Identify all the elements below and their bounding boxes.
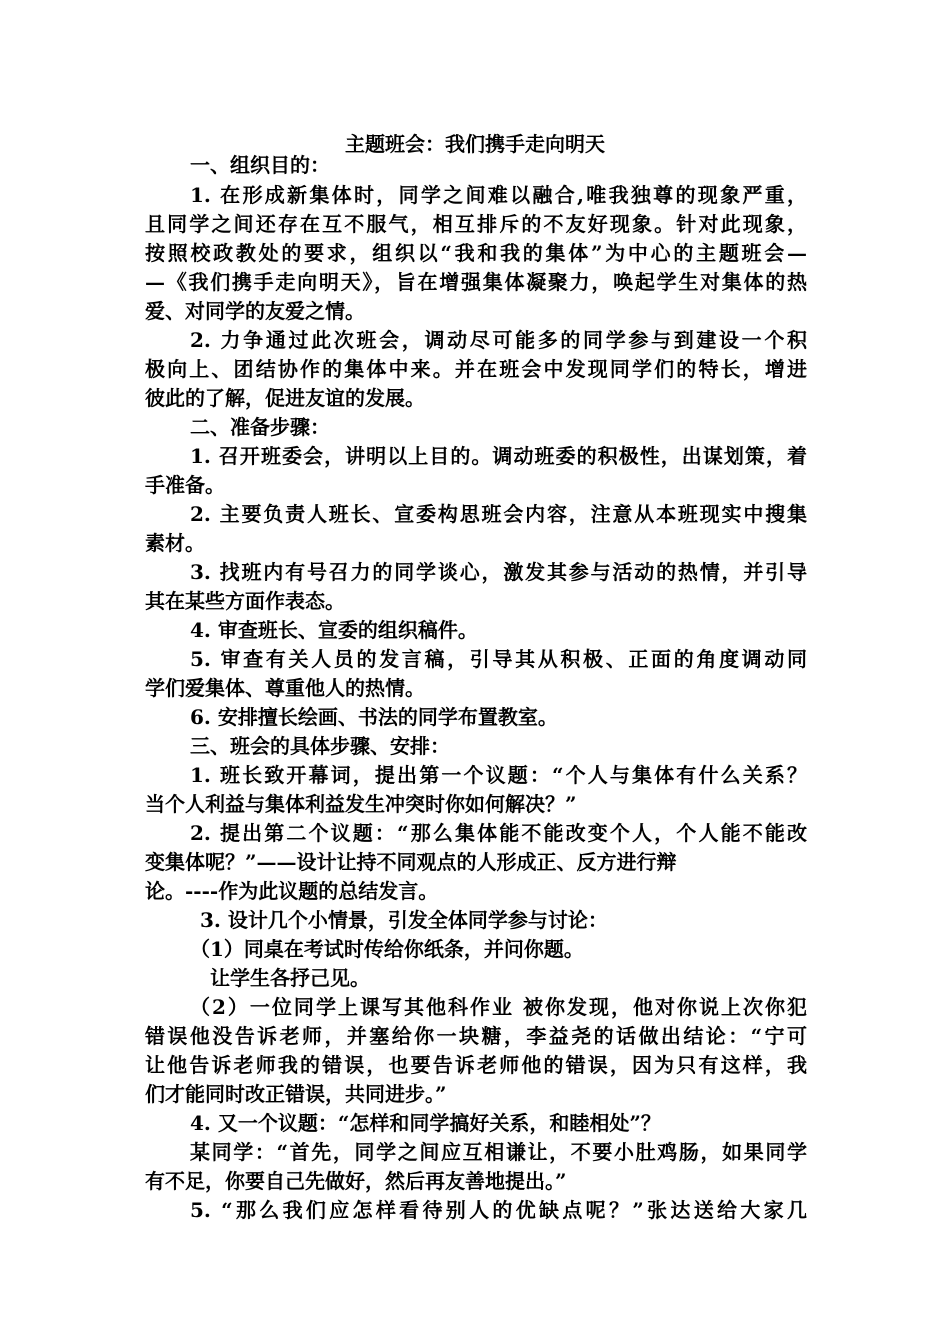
paragraph-line: 彼此的了解，促进友谊的发展。 <box>145 386 425 410</box>
paragraph-line: 5. 审查有关人员的发言稿，引导其从积极、正面的角度调动同 <box>190 647 807 671</box>
paragraph-line: 6. 安排擅长绘画、书法的同学布置教室。 <box>190 705 558 729</box>
paragraph-line: 1. 班长致开幕词，提出第一个议题：“个人与集体有什么关系？ <box>190 763 807 787</box>
paragraph-line: 1. 在形成新集体时，同学之间难以融合,唯我独尊的现象严重， <box>190 183 807 207</box>
paragraph-line: 让他告诉老师我的错误，也要告诉老师他的错误，因为只有这样，我 <box>145 1053 807 1077</box>
paragraph-line: 2. 主要负责人班长、宣委构思班会内容，注意从本班现实中搜集 <box>190 502 807 526</box>
paragraph-line: 论。----作为此议题的总结发言。 <box>145 879 439 903</box>
paragraph-line: 让学生各抒己见。 <box>210 966 370 990</box>
paragraph-line: 变集体呢？”——设计让持不同观点的人形成正、反方进行辩 <box>145 850 677 874</box>
paragraph-line: 有不足，你要自己先做好，然后再友善地提出。” <box>145 1169 567 1193</box>
paragraph-line: 学们爱集体、尊重他人的热情。 <box>145 676 425 700</box>
paragraph-line: （1）同桌在考试时传给你纸条，并问你题。 <box>190 937 584 961</box>
paragraph-line: 且同学之间还存在互不服气，相互排斥的不友好现象。针对此现象， <box>145 212 807 236</box>
paragraph-line: 们才能同时改正错误，共同进步。” <box>145 1082 447 1106</box>
section-heading-3: 三、班会的具体步骤、安排： <box>190 734 450 758</box>
section-heading-1: 一、组织目的： <box>190 153 330 177</box>
paragraph-line: 4. 又一个议题：“怎样和同学搞好关系，和睦相处”？ <box>190 1111 661 1135</box>
section-heading-2: 二、准备步骤： <box>190 415 330 439</box>
paragraph-line: 2. 提出第二个议题：“那么集体能不能改变个人，个人能不能改 <box>190 821 807 845</box>
paragraph-line: 2. 力争通过此次班会，调动尽可能多的同学参与到建设一个积 <box>190 328 807 352</box>
paragraph-line: 其在某些方面作表态。 <box>145 589 345 613</box>
paragraph-line: （2）一位同学上课写其他科作业 被你发现，他对你说上次你犯 <box>190 995 807 1019</box>
paragraph-line: 极向上、团结协作的集体中来。并在班会中发现同学们的特长，增进 <box>145 357 807 381</box>
paragraph-line: 3. 找班内有号召力的同学谈心，激发其参与活动的热情，并引导 <box>190 560 807 584</box>
paragraph-line: 3. 设计几个小情景，引发全体同学参与讨论： <box>200 908 608 932</box>
paragraph-line: 某同学：“首先，同学之间应互相谦让，不要小肚鸡肠，如果同学 <box>190 1140 807 1164</box>
paragraph-line: 错误他没告诉老师，并塞给你一块糖，李益尧的话做出结论：“宁可 <box>145 1024 807 1048</box>
paragraph-line: 1. 召开班委会，讲明以上目的。调动班委的积极性，出谋划策，着 <box>190 444 807 468</box>
paragraph-line: 4. 审查班长、宣委的组织稿件。 <box>190 618 478 642</box>
paragraph-line: 素材。 <box>145 531 205 555</box>
paragraph-line: 按照校政教处的要求，组织以“我和我的集体”为中心的主题班会— <box>145 241 807 265</box>
document-title: 主题班会：我们携手走向明天 <box>345 132 605 156</box>
paragraph-line: 5. “那么我们应怎样看待别人的优缺点呢？”张达送给大家几 <box>190 1198 807 1222</box>
paragraph-line: 爱、对同学的友爱之情。 <box>145 299 365 323</box>
paragraph-line: 手准备。 <box>145 473 225 497</box>
paragraph-line: —《我们携手走向明天》，旨在增强集体凝聚力，唤起学生对集体的热 <box>145 270 807 294</box>
paragraph-line: 当个人利益与集体利益发生冲突时你如何解决？” <box>145 792 577 816</box>
